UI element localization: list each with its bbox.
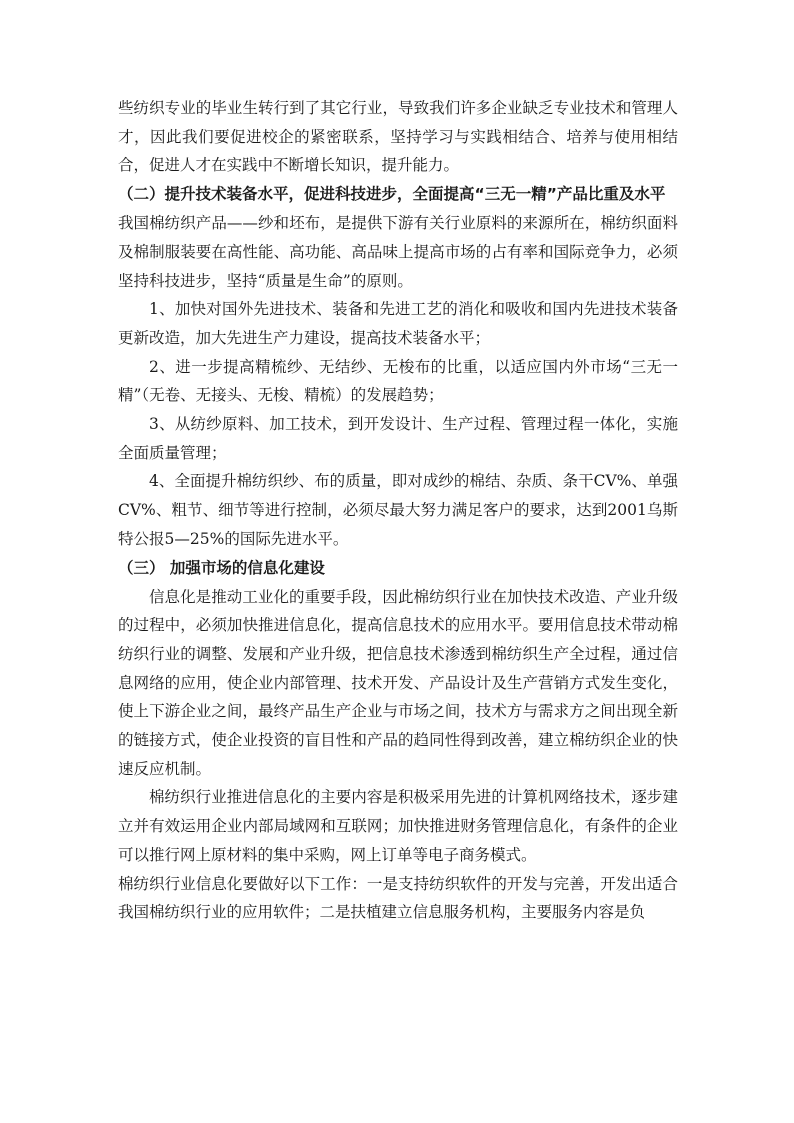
list-item-3: 3、从纺纱原料、加工技术，到开发设计、生产过程、管理过程一体化，实施全面质量管理； bbox=[118, 415, 678, 462]
paragraph-network: 棉纺织行业推进信息化的主要内容是积极采用先进的计算机网络技术，逐步建立并有效运用企业内部局域网和互联网；加快推进财务管理信息化，有条件的企业可以推行网上原材料的集中采购，网上订单等电子商务模式。 bbox=[118, 788, 678, 864]
document-page bbox=[118, 94, 678, 927]
list-item-1: 1、加快对国外先进技术、装备和先进工艺的消化和吸收和国内先进技术装备更新改造，加大先进生产力建设，提高技术装备水平； bbox=[118, 300, 678, 347]
list-item-4: 4、全面提升棉纺织纱、布的质量，即对成纱的棉结、杂质、条干CV%、单强CV%、粗节、细节等进行控制，必须尽最大努力满足客户的要求，达到2001乌斯特公报5—25%的国际先进水平。 bbox=[118, 472, 678, 548]
heading-section-2: （二）提升技术装备水平，促进科技进步，全面提高“三无一精”产品比重及水平 bbox=[118, 185, 666, 204]
paragraph-tasks: 棉纺织行业信息化要做好以下工作：一是支持纺织软件的开发与完善，开发出适合我国棉纺织行业的应用软件；二是扶植建立信息服务机构，主要服务内容是负 bbox=[118, 874, 678, 922]
paragraph-informatization: 信息化是推动工业化的重要手段，因此棉纺织行业在加快技术改造、产业升级的过程中，必须加快推进信息化，提高信息技术的应用水平。要用信息技术带动棉纺织行业的调整、发展和产业升级，把信息技术渗透到棉纺织生产全过程，通过信息网络的应用，使企业内部管理、技术开发、产品设计及生产营销方式发生变化，使上下游企业之间，最终产品生产企业与市场之间，技术方与需求方之间出现全新的链接方式，使企业投资的盲目性和产品的趋同性得到改善，建立棉纺织企业的快速反应机制。 bbox=[118, 587, 678, 778]
paragraph-cotton-products: 我国棉纺织产品——纱和坯布，是提供下游有关行业原料的来源所在，棉纺织面料及棉制服装要在高性能、高功能、高品味上提高市场的占有率和国际竞争力，必须坚持科技进步，坚持“质量是生命”的原则。 bbox=[118, 214, 678, 290]
list-item-2: 2、进一步提高精梳纱、无结纱、无梭布的比重，以适应国内外市场“三无一精”（无卷、无接头、无梭、精梳）的发展趋势； bbox=[118, 357, 678, 405]
paragraph-talent: 些纺织专业的毕业生转行到了其它行业，导致我们许多企业缺乏专业技术和管理人才，因此我们要促进校企的紧密联系，坚持学习与实践相结合、培养与使用相结合，促进人才在实践中不断增长知识，提升能力。 bbox=[118, 99, 678, 175]
heading-section-3: （三） 加强市场的信息化建设 bbox=[118, 558, 325, 577]
